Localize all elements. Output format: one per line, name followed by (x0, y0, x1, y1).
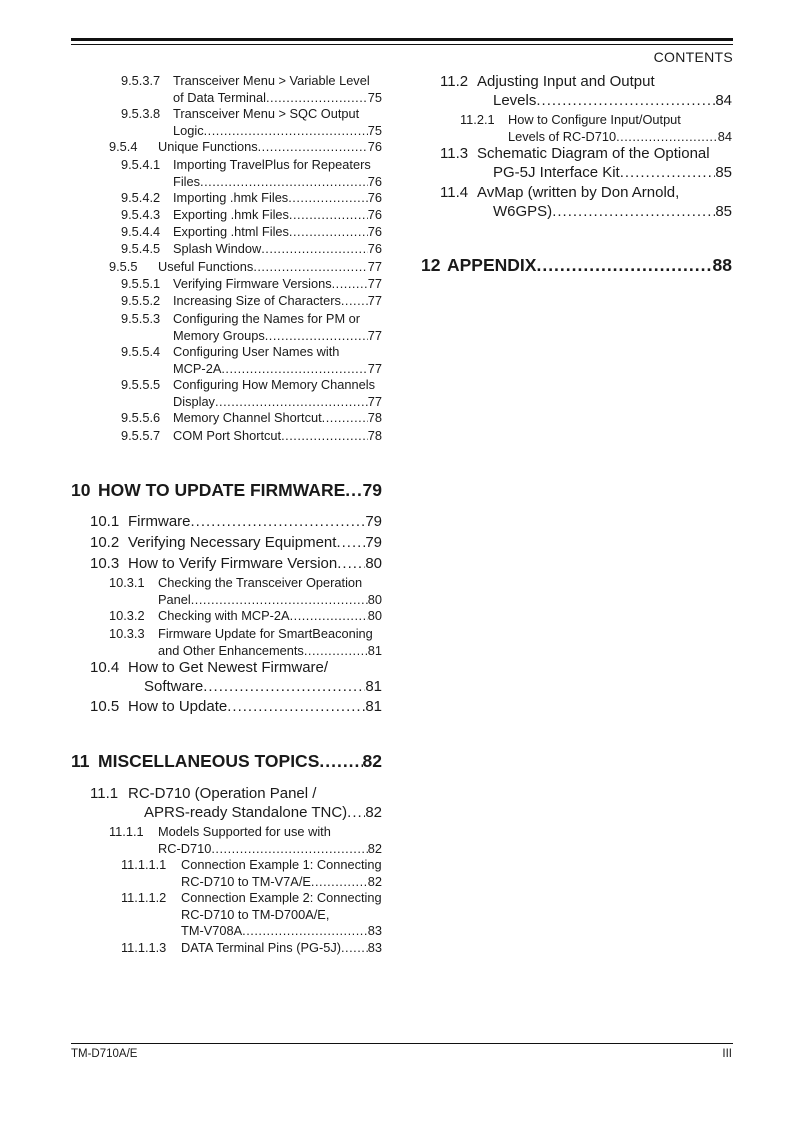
toc-entry-number: 11 (71, 751, 90, 771)
toc-leader-dots (204, 123, 368, 140)
toc-entry-title: W6GPS) (493, 202, 553, 220)
toc-entry-title: How to Update (128, 698, 228, 715)
toc-page-number: 81 (365, 677, 382, 695)
toc-entry-title-line: AvMap (written by Don Arnold, (477, 184, 680, 201)
toc-page-number: 85 (715, 163, 732, 181)
toc-leader-dots (341, 940, 368, 957)
toc-entry[interactable] (121, 857, 382, 890)
toc-page-number: 79 (362, 480, 382, 500)
toc-entry[interactable] (121, 377, 382, 410)
toc-entry-title-line: Transceiver Menu > SQC Output (173, 106, 360, 121)
toc-entry-number: 11.2 (440, 73, 469, 90)
toc-entry-title: Files (173, 173, 201, 189)
toc-leader-dots (620, 164, 716, 183)
toc-entry-number: 11.1 (90, 785, 119, 802)
toc-entry-number: 10.2 (90, 534, 120, 551)
toc-entry-title-line: Importing TravelPlus for Repeaters (173, 157, 371, 172)
toc-leader-dots (242, 923, 368, 940)
toc-entry-number: 9.5.5.4 (121, 344, 161, 359)
toc-leader-dots (341, 293, 368, 310)
toc-entry-number: 9.5.5 (109, 259, 138, 274)
toc-entry[interactable] (460, 112, 732, 145)
toc-leader-dots (347, 804, 365, 823)
toc-entry-title-line: Models Supported for use with (158, 824, 331, 839)
toc-entry-title-line: RC-D710 to TM-D700A/E, (181, 906, 330, 922)
toc-leader-dots (289, 224, 368, 241)
toc-leader-dots (336, 534, 365, 553)
toc-entry[interactable] (121, 410, 382, 427)
toc-entry[interactable] (90, 785, 382, 822)
toc-entry-number: 9.5.5.5 (121, 377, 161, 392)
toc-leader-dots (304, 643, 368, 660)
toc-entry-number: 9.5.4.1 (121, 157, 161, 172)
toc-entry-title: Increasing Size of Characters (173, 293, 341, 308)
toc-entry-title: Useful Functions (158, 259, 254, 274)
toc-leader-dots (265, 328, 368, 345)
toc-entry-number: 10.5 (90, 698, 120, 715)
toc-entry[interactable] (109, 259, 382, 276)
running-header: CONTENTS (653, 49, 733, 65)
toc-entry[interactable] (71, 750, 382, 772)
toc-entry-number: 10.3 (90, 555, 120, 572)
toc-leader-dots (332, 276, 368, 293)
toc-entry-title: HOW TO UPDATE FIRMWARE (98, 480, 346, 500)
toc-entry-title: TM-V708A (181, 923, 243, 938)
toc-entry-number: 9.5.5.2 (121, 293, 161, 308)
toc-entry-title-line: RC-D710 (Operation Panel / (128, 785, 317, 802)
toc-entry[interactable] (121, 428, 382, 445)
toc-leader-dots (311, 874, 368, 891)
toc-entry[interactable] (121, 276, 382, 293)
toc-page-number: 81 (367, 642, 382, 658)
toc-entry-title: Display (173, 393, 215, 409)
toc-page-number: 77 (367, 259, 382, 274)
toc-page-number: 77 (367, 327, 382, 343)
toc-entry[interactable] (109, 824, 382, 857)
toc-leader-dots (289, 207, 368, 224)
toc-entry-title-line: Configuring the Names for PM or (173, 311, 361, 326)
toc-page-number: 76 (367, 173, 382, 189)
toc-leader-dots (552, 203, 715, 222)
toc-entry-number: 9.5.4.5 (121, 241, 161, 256)
toc-entry-title-line: Checking the Transceiver Operation (158, 575, 363, 590)
toc-entry-title-line: Schematic Diagram of the Optional (477, 145, 710, 162)
toc-entry-title: Memory Channel Shortcut (173, 410, 322, 425)
toc-leader-dots (221, 361, 367, 378)
toc-entry-title: Splash Window (173, 241, 262, 256)
toc-entry[interactable] (440, 73, 732, 110)
toc-page-number: 75 (367, 122, 382, 138)
toc-page-number: 77 (367, 360, 382, 376)
toc-leader-dots (227, 698, 365, 717)
toc-leader-dots (266, 90, 368, 107)
toc-entry-number: 9.5.5.1 (121, 276, 161, 291)
toc-entry[interactable] (71, 479, 382, 501)
toc-leader-dots (258, 139, 368, 156)
toc-entry-title: DATA Terminal Pins (PG-5J) (181, 940, 341, 955)
toc-entry[interactable] (90, 555, 382, 574)
toc-page-number: 82 (362, 751, 382, 771)
toc-entry-number: 9.5.4.3 (121, 207, 161, 222)
toc-page-number: 84 (717, 128, 732, 144)
footer-model: TM-D710A/E (71, 1048, 138, 1060)
toc-entry[interactable] (121, 106, 382, 139)
toc-entry-title-line: Adjusting Input and Output (477, 73, 655, 90)
toc-entry-title-line: Transceiver Menu > Variable Level (173, 73, 370, 88)
toc-entry-number: 9.5.5.6 (121, 410, 161, 425)
toc-page-number: 85 (715, 202, 732, 220)
toc-entry[interactable] (109, 626, 382, 659)
toc-entry-number: 11.1.1.3 (121, 940, 167, 955)
toc-entry-title: APRS-ready Standalone TNC) (144, 803, 348, 821)
toc-entry-title: MCP-2A (173, 360, 222, 376)
toc-entry-title: COM Port Shortcut (173, 428, 282, 443)
toc-page-number: 82 (367, 840, 382, 856)
toc-page-number: 80 (367, 608, 382, 623)
toc-entry[interactable] (421, 254, 732, 276)
toc-page-number: 83 (367, 923, 382, 938)
toc-entry-number: 9.5.4.4 (121, 224, 161, 239)
toc-entry-title: RC-D710 to TM-V7A/E (181, 873, 311, 889)
toc-page-number: 76 (367, 207, 382, 222)
toc-entry[interactable] (121, 241, 382, 258)
toc-leader-dots (211, 841, 367, 858)
toc-entry-number: 10.1 (90, 513, 120, 530)
toc-entry-title: Firmware (128, 513, 191, 530)
toc-entry[interactable] (109, 575, 382, 608)
toc-leader-dots (536, 254, 712, 276)
toc-page-number: 82 (365, 803, 382, 821)
toc-entry-title: Levels (493, 91, 537, 109)
toc-entry[interactable] (121, 207, 382, 224)
toc-page-number: 76 (367, 224, 382, 239)
toc-page-number: 76 (367, 139, 382, 154)
toc-entry-number: 11.3 (440, 145, 469, 162)
toc-entry-number: 9.5.4 (109, 139, 138, 154)
toc-entry-number: 10.3.1 (109, 575, 145, 590)
toc-entry-title-line: Firmware Update for SmartBeaconing (158, 626, 373, 641)
header-rule-thin (71, 44, 733, 45)
toc-entry-title: Logic (173, 122, 204, 138)
toc-entry[interactable] (121, 311, 382, 344)
toc-page-number: 79 (365, 513, 382, 530)
toc-entry-title-line: Configuring How Memory Channels (173, 377, 375, 392)
toc-entry-number: 11.2.1 (460, 112, 495, 127)
toc-leader-dots (536, 92, 715, 111)
toc-entry-number: 9.5.5.3 (121, 311, 161, 326)
footer-page-number: III (722, 1048, 732, 1060)
toc-entry[interactable] (121, 73, 382, 106)
toc-entry[interactable] (90, 513, 382, 532)
toc-entry[interactable] (90, 698, 382, 717)
toc-entry[interactable] (109, 608, 382, 625)
toc-entry-number: 12 (421, 255, 441, 275)
toc-entry-title: Checking with MCP-2A (158, 608, 290, 623)
toc-page-number: 84 (715, 91, 732, 109)
toc-entry[interactable] (90, 534, 382, 553)
toc-entry-number: 9.5.3.8 (121, 106, 161, 121)
toc-leader-dots (319, 750, 362, 772)
toc-entry[interactable] (121, 344, 382, 377)
footer-rule (71, 1043, 733, 1044)
toc-leader-dots (261, 241, 368, 258)
toc-page-number: 77 (367, 276, 382, 291)
toc-entry-title: Unique Functions (158, 139, 258, 154)
toc-leader-dots (322, 410, 368, 427)
toc-entry-title: Verifying Necessary Equipment (128, 534, 337, 551)
toc-page-number: 78 (367, 410, 382, 425)
toc-entry-title-line: Configuring User Names with (173, 344, 340, 359)
toc-page-number: 88 (712, 255, 732, 275)
toc-entry-title: Software (144, 677, 204, 695)
toc-entry-title: RC-D710 (158, 840, 212, 856)
toc-page-number: 79 (365, 534, 382, 551)
toc-leader-dots (215, 394, 368, 411)
toc-leader-dots (200, 174, 368, 191)
toc-entry-number: 10.3.3 (109, 626, 145, 641)
toc-entry[interactable] (121, 293, 382, 310)
toc-entry-title: Verifying Firmware Versions (173, 276, 332, 291)
toc-leader-dots (281, 428, 368, 445)
toc-entry-title: MISCELLANEOUS TOPICS (98, 751, 320, 771)
toc-entry[interactable] (121, 190, 382, 207)
toc-entry-title: PG-5J Interface Kit (493, 163, 620, 181)
toc-page-number: 77 (367, 293, 382, 308)
toc-leader-dots (203, 678, 365, 697)
toc-entry-number: 10.3.2 (109, 608, 145, 623)
toc-entry-title: and Other Enhancements (158, 642, 304, 658)
toc-page-number: 76 (367, 190, 382, 205)
toc-entry-title: Exporting .html Files (173, 224, 289, 239)
toc-page-number: 75 (367, 89, 382, 105)
toc-entry[interactable] (121, 157, 382, 190)
toc-leader-dots (345, 479, 362, 501)
toc-entry-title: Levels of RC-D710 (508, 128, 617, 144)
toc-leader-dots (288, 190, 368, 207)
toc-entry-title-line: How to Get Newest Firmware/ (128, 659, 329, 676)
toc-page-number: 80 (365, 555, 382, 572)
toc-entry[interactable] (440, 184, 732, 221)
toc-entry[interactable] (121, 224, 382, 241)
toc-leader-dots (191, 592, 368, 609)
toc-entry-title-line: Connection Example 2: Connecting (181, 890, 382, 905)
toc-page-number: 78 (367, 428, 382, 443)
header-rule-thick (71, 38, 733, 41)
toc-entry-number: 10 (71, 480, 91, 500)
toc-page-number: 80 (367, 591, 382, 607)
toc-entry-title: Memory Groups (173, 327, 265, 343)
toc-leader-dots (253, 259, 367, 276)
toc-entry-title: How to Verify Firmware Version (128, 555, 338, 572)
toc-entry-title-line: How to Configure Input/Output (508, 112, 681, 127)
toc-leader-dots (616, 129, 718, 146)
toc-entry[interactable] (121, 940, 382, 957)
toc-entry-number: 10.4 (90, 659, 120, 676)
toc-entry-number: 11.1.1.1 (121, 857, 167, 872)
toc-entry-number: 9.5.5.7 (121, 428, 161, 443)
toc-entry[interactable] (90, 659, 382, 696)
toc-page-number: 76 (367, 241, 382, 256)
toc-entry-title: of Data Terminal (173, 89, 266, 105)
toc-entry-title-line: Connection Example 1: Connecting (181, 857, 382, 872)
toc-entry-number: 9.5.4.2 (121, 190, 161, 205)
toc-entry-title: Panel (158, 591, 191, 607)
toc-entry-title: Importing .hmk Files (173, 190, 289, 205)
toc-page-number: 83 (367, 940, 382, 955)
toc-leader-dots (290, 608, 368, 625)
toc-entry[interactable] (109, 139, 382, 156)
toc-page-number: 82 (367, 873, 382, 889)
toc-leader-dots (191, 513, 366, 532)
toc-entry-number: 9.5.3.7 (121, 73, 161, 88)
toc-page-number: 77 (367, 393, 382, 409)
toc-entry-number: 11.1.1.2 (121, 890, 167, 905)
toc-leader-dots (337, 555, 365, 574)
toc-entry-title: APPENDIX (447, 255, 537, 275)
toc-entry-number: 11.4 (440, 184, 469, 201)
toc-entry-title: Exporting .hmk Files (173, 207, 289, 222)
toc-entry[interactable] (440, 145, 732, 182)
toc-entry[interactable] (121, 890, 382, 940)
toc-entry-number: 11.1.1 (109, 824, 144, 839)
toc-page-number: 81 (365, 698, 382, 715)
